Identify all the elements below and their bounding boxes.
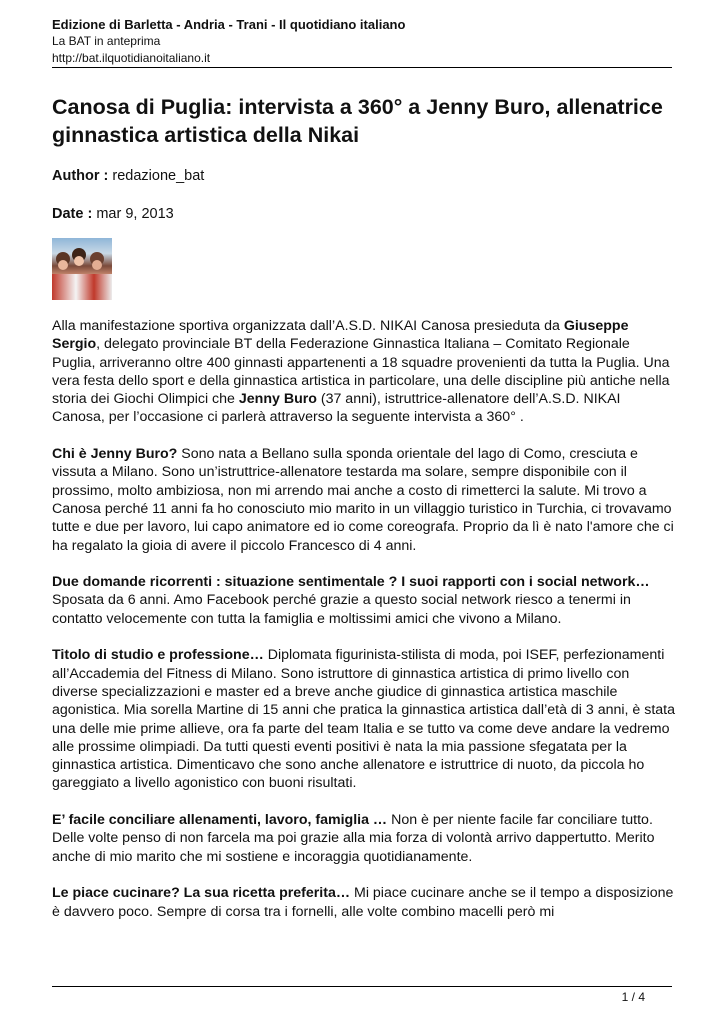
qa-answer: Sono nata a Bellano sulla sponda orientale del lago di Como, cresciuta e vissuta a Milano. Sono un’istruttrice-allenatore testarda ma solare, sempre disponibile con il prossimo, molto ambiziosa, non mi arrendo mai anche a costo di rimetterci la salute. Mi trovo a Canosa perché 11 anni fa ho conosciuto mio marito in un villaggio turistico in Turchia, ci trovavamo tutte e due per lavoro, lui capo animatore ed io come coreografa. Proprio da lì è nato l'amore che ci ha regalato la gioia di avere il piccolo Francesco di 4 anni. [52, 446, 674, 554]
qa-question: Due domande ricorrenti : situazione sentimentale ? I suoi rapporti con i social network… [52, 574, 650, 591]
qa-answer: Mi piace cucinare anche se il tempo a disposizione è davvero poco. Sempre di corsa tra i fornelli, alle volte combino macelli però mi [52, 885, 674, 920]
intro-name-1: Giuseppe Sergio [52, 318, 629, 353]
qa-paragraph [52, 811, 677, 866]
header-divider [52, 67, 672, 68]
intro-paragraph [52, 317, 677, 427]
qa-paragraph [52, 573, 677, 628]
article-photo [52, 238, 112, 300]
qa-answer: Non è per niente facile far conciliare tutto. Delle volte penso di non farcela ma poi grazie alla mia forza di volontà arrivo dappertutto. Merito anche di mio marito che mi sostiene e incoraggia quotidianamente. [52, 812, 655, 865]
qa-paragraph [52, 646, 677, 792]
qa-question: Chi è Jenny Buro? [52, 446, 178, 463]
page-number: 1 / 4 [621, 990, 645, 1004]
qa-question: Titolo di studio e professione… [52, 647, 264, 664]
article-body [52, 317, 677, 939]
intro-text-1: Alla manifestazione sportiva organizzata dall’A.S.D. NIKAI Canosa presieduta da [52, 318, 564, 334]
date-label: Date : [52, 206, 93, 222]
author-value: redazione_bat [112, 168, 205, 184]
footer-divider [52, 986, 672, 987]
qa-question: E’ facile conciliare allenamenti, lavoro, famiglia … [52, 812, 388, 829]
qa-question: Le piace cucinare? La sua ricetta preferita… [52, 885, 351, 902]
qa-answer: Diplomata figurinista-stilista di moda, poi ISEF, perfezionamenti all’Accademia del Fitness di Milano. Sono istruttore di ginnastica artistica di primo livello con diverse specializzazioni e master ed a breve anche giudice di ginnastica artistica maschile agonistica. Mia sorella Martine di 15 anni che pratica la ginnastica artistica dall’età di 3 anni, è stata una delle mie prime allieve, ora fa parte del team Italia e se tutto va come deve andare la vedremo alle prossime olimpiadi. Da tutti questi eventi positivi è nata la mia passione sfegatata per la ginnastica artistica. Dimenticavo che sono anche allenatore e istruttrice di nuoto, da piccola ho gareggiato a livello agonistico con buoni risultati. [52, 647, 676, 792]
site-subtitle: La BAT in anteprima [52, 34, 161, 48]
site-title: Edizione di Barletta - Andria - Trani - Il quotidiano italiano [52, 17, 406, 32]
qa-paragraph [52, 445, 677, 555]
intro-text-2: , delegato provinciale BT della Federazione Ginnastica Italiana – Comitato Regionale Puglia, arriveranno oltre 400 ginnasti appartenenti a 18 squadre provenienti da tutta la Puglia. Una vera festa dello sport e della ginnastica artistica in particolare, una delle discipline più antiche nella storia dei Giochi Olimpici che [52, 336, 670, 408]
site-url: http://bat.ilquotidianoitaliano.it [52, 51, 211, 65]
date-line [52, 205, 174, 223]
intro-name-2: Jenny Buro [238, 391, 317, 408]
date-value: mar 9, 2013 [96, 206, 174, 222]
intro-text-3: (37 anni), istruttrice-allenatore dell’A.S.D. NIKAI Canosa, per l’occasione ci parlerà attraverso la seguente intervista a 360° . [52, 391, 621, 426]
page-header [52, 16, 672, 67]
article-title: Canosa di Puglia: intervista a 360° a Jenny Buro, allenatrice ginnastica artistica della Nikai [52, 95, 663, 147]
qa-paragraph [52, 884, 677, 921]
qa-answer: Sposata da 6 anni. Amo Facebook perché grazie a questo social network riesco a tenermi in contatto velocemente con tutta la famiglia e moltissimi amici che vivono a Milano. [52, 592, 631, 627]
author-line [52, 167, 204, 185]
author-label: Author : [52, 168, 109, 184]
